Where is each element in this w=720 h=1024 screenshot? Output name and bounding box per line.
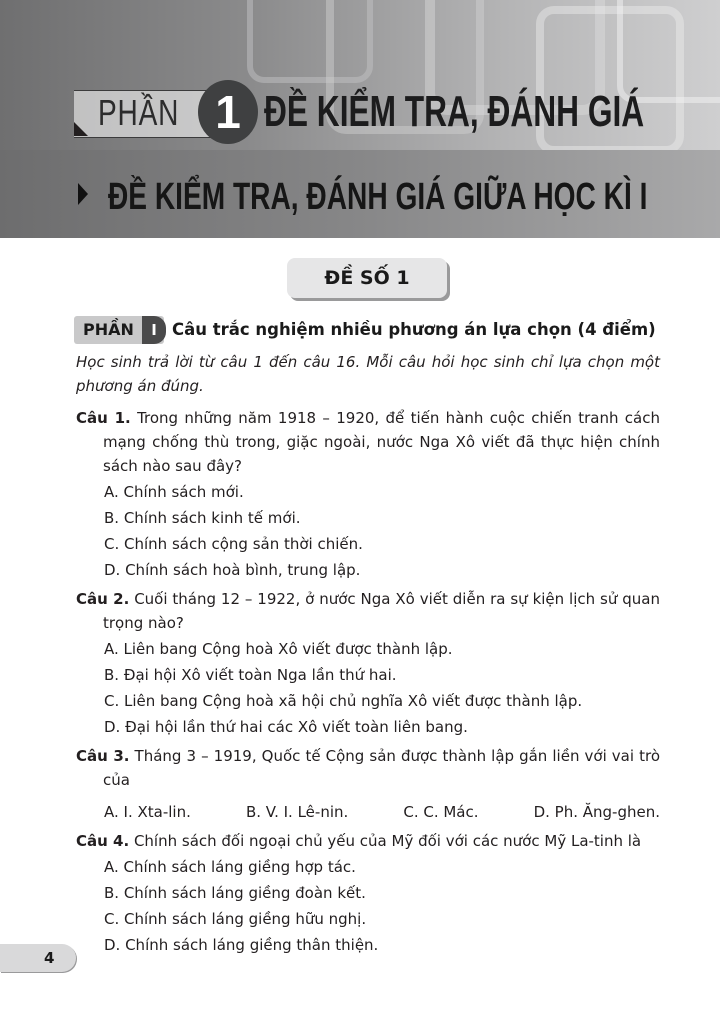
- page-number: 4: [44, 949, 55, 967]
- option-a: A. Chính sách mới.: [104, 483, 244, 501]
- page-number-tab: [0, 944, 76, 972]
- question-label: Câu 2.: [76, 590, 130, 608]
- question-stem: [76, 829, 660, 853]
- question-text: Trong những năm 1918 – 1920, để tiến hành cuộc chiến tranh cách mạng chống thù trong, giặc ngoài, nước Nga Xô viết đã thực hiện chính sách nào sau đây?: [103, 409, 660, 475]
- corner-marker-icon: [74, 122, 88, 136]
- option-c: C. Chính sách cộng sản thời chiến.: [104, 535, 363, 553]
- question-stem: [76, 587, 660, 635]
- question-list: [76, 350, 660, 957]
- option-b: B. Đại hội Xô viết toàn Nga lần thứ hai.: [104, 666, 397, 684]
- triangle-marker-icon: [78, 183, 88, 205]
- section-roman-badge: I: [142, 316, 166, 344]
- option-d: D. Đại hội lần thứ hai các Xô viết toàn liên bang.: [104, 718, 468, 736]
- option-row: [76, 800, 660, 824]
- option-a: A. I. Xta-lin.: [104, 803, 191, 821]
- option-b: B. Chính sách kinh tế mới.: [104, 509, 301, 527]
- option-b: B. Chính sách láng giềng đoàn kết.: [104, 884, 366, 902]
- question-text: Tháng 3 – 1919, Quốc tế Cộng sản được thành lập gắn liền với vai trò của: [103, 747, 660, 789]
- question-label: Câu 1.: [76, 409, 131, 427]
- question-stem: [76, 406, 660, 478]
- part-number-badge: 1: [198, 80, 258, 144]
- question-label: Câu 3.: [76, 747, 130, 765]
- question-1: [76, 406, 660, 582]
- exam-number-tab: ĐỀ SỐ 1: [287, 258, 447, 298]
- option-d: D. Chính sách láng giềng thân thiện.: [104, 936, 379, 954]
- part-title: ĐỀ KIỂM TRA, ĐÁNH GIÁ: [264, 87, 645, 136]
- question-text: Chính sách đối ngoại chủ yếu của Mỹ đối với các nước Mỹ La-tinh là: [133, 832, 642, 850]
- option-c: C. C. Mác.: [403, 803, 479, 821]
- question-label: Câu 4.: [76, 832, 130, 850]
- question-2: [76, 587, 660, 739]
- option-b: B. V. I. Lê-nin.: [245, 803, 349, 821]
- section-part-word: PHẦN: [83, 320, 134, 339]
- section-title: Câu trắc nghiệm nhiều phương án lựa chọn (4 điểm): [172, 320, 656, 339]
- option-d: D. Chính sách hoà bình, trung lập.: [104, 561, 361, 579]
- section-subtitle: ĐỀ KIỂM TRA, ĐÁNH GIÁ GIỮA HỌC KÌ I: [108, 176, 648, 218]
- question-stem: [76, 744, 660, 792]
- option-a: A. Chính sách láng giềng hợp tác.: [104, 858, 356, 876]
- option-c: C. Liên bang Cộng hoà xã hội chủ nghĩa Xô viết được thành lập.: [104, 692, 583, 710]
- question-text: Cuối tháng 12 – 1922, ở nước Nga Xô viết diễn ra sự kiện lịch sử quan trọng nào?: [103, 590, 660, 632]
- instruction-text: Học sinh trả lời từ câu 1 đến câu 16. Mỗi câu hỏi học sinh chỉ lựa chọn một phương án đúng.: [76, 353, 660, 395]
- question-4: [76, 829, 660, 957]
- option-c: C. Chính sách láng giềng hữu nghị.: [104, 910, 367, 928]
- question-3: [76, 744, 660, 824]
- option-d: D. Ph. Ăng-ghen.: [533, 803, 660, 821]
- option-a: A. Liên bang Cộng hoà Xô viết được thành lập.: [104, 640, 453, 658]
- part-word: PHẦN: [98, 92, 180, 133]
